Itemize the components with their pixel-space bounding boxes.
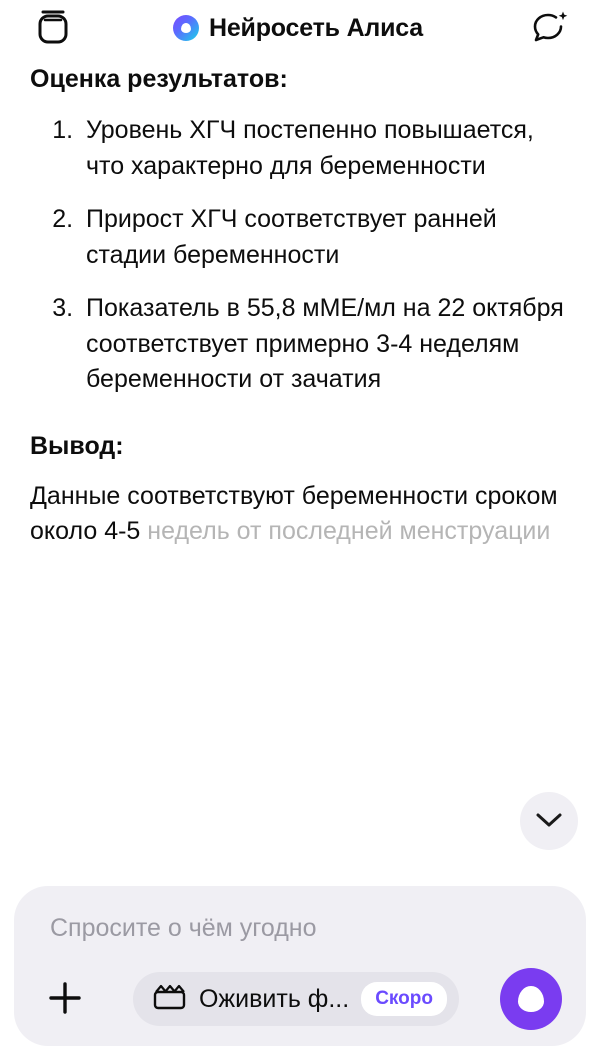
chat-answer-body (0, 64, 600, 550)
alice-logo (173, 15, 199, 41)
header-title-group (66, 14, 530, 43)
composer-actions-row (14, 944, 586, 1030)
plus-icon (42, 975, 88, 1024)
attach-button[interactable] (38, 972, 92, 1026)
header-right (530, 7, 570, 50)
prompt-input[interactable] (14, 908, 586, 945)
scroll-to-bottom-button[interactable] (520, 792, 578, 850)
suggestion-chip-animate-photo[interactable] (133, 972, 459, 1026)
conclusion-title: Вывод: (30, 431, 124, 460)
list-item: 1. Уровень ХГЧ постепенно повышается, что характерно для беременности (80, 113, 570, 184)
conclusion-text-visible: Данные соответствуют беременности сроком около 4-5 (30, 481, 558, 546)
results-list (30, 113, 570, 398)
conclusion-text-faded: недель от последней менструации (147, 517, 551, 546)
page-title: Нейросеть Алиса (209, 13, 423, 42)
list-item: 3. Показатель в 55,8 мМЕ/мл на 22 октября соответствует примерно 3-4 неделям беременности от зачатия (80, 291, 570, 398)
new-chat-icon[interactable] (530, 7, 570, 50)
section-title: Оценка результатов: (30, 65, 288, 93)
chip-label: Оживить ф... (198, 984, 350, 1013)
composer-panel (14, 886, 586, 1047)
app-header (0, 0, 600, 56)
chip-badge: Скоро (361, 982, 447, 1016)
list-item: 2. Прирост ХГЧ соответствует ранней стадии беременности (80, 202, 570, 273)
clapperboard-icon (153, 983, 187, 1016)
conclusion-text (30, 479, 570, 550)
chevron-down-icon (535, 811, 563, 832)
alice-voice-button[interactable] (500, 968, 562, 1030)
